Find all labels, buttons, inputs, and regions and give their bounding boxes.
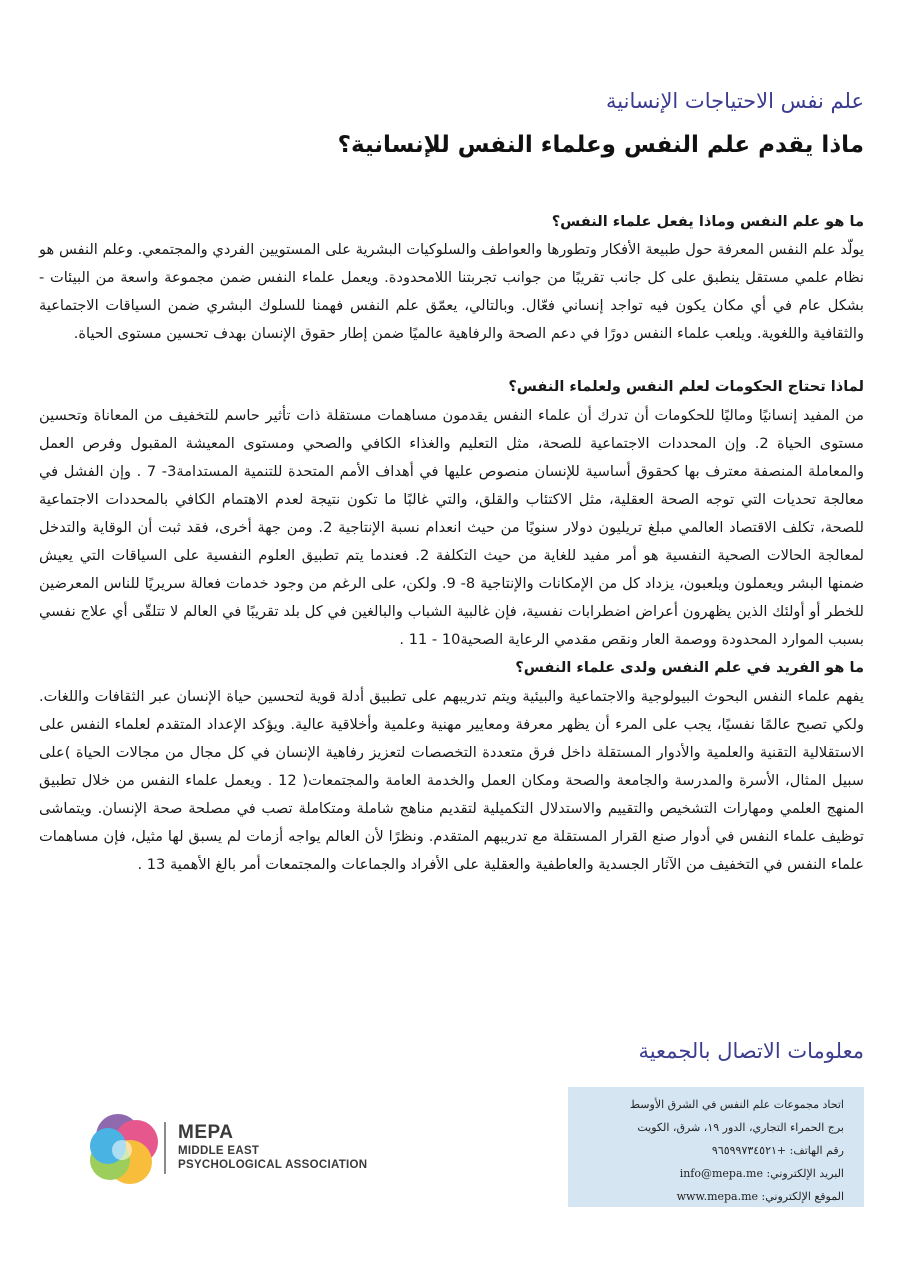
logo-name: MEPA [178, 1122, 234, 1143]
section-paragraph-why-governments: من المفيد إنسانيًا وماليًا للحكومات أن تدرك أن علماء النفس يقدمون مساهمات مستقلة ذات تأثير حاسم للتخفيف من المعاناة وتحسين مستوى الحياة 2. وإن المحددات الاجتماعية للصحة، مثل التعليم والغذاء الكافي والصحي ومستوى المعيشة المقبول وفرص العمل والمعاملة المنصفة معترف بها كحقوق أساسية للإنسان منصوص عليها في أهداف الأمم المتحدة للتنمية المستدامة3- 7 . وإن الفشل في معالجة تحديات التي توجه الصحة العقلية، مثل الاكتئاب والقلق، والتي غالبًا ما تكون نتيجة لعدم الاهتمام الكافي بالمحددات الاجتماعية للصحة، تكلف الاقتصاد العالمي مبلغ تريليون دولار سنويًا من حيث انعدام نسبة الإنتاجية 2. ومن جهة أخرى، فقد ثبت أن الوقاية والتدخل لمعالجة الحالات الصحية النفسية هو أمر مفيد للغاية من حيث التكلفة 2. فعندما يتم تطبيق العلوم النفسية على السياقات التي يعيش ضمنها البشر ويعملون ويلعبون، يزداد كل من الإمكانات والإنتاجية 8- 9. ولكن، على الرغم من وجود خدمات فعالة سريريًا للناس المعرضين للخطر أو أولئك الذين يظهرون أعراض اضطرابات نفسية، فإن غالبية الشباب والبالغين في كل بلد تقريبًا في العالم لا تتلقّى أي علاج نفسي بسبب الموارد المحدودة ووصمة العار ونقص مقدمي الرعاية الصحية10 - 11 . [39, 406, 865, 649]
contact-email[interactable]: البريد الإلكتروني: info@mepa.me [679, 1167, 844, 1180]
document-kicker: علم نفس الاحتياجات الإنسانية [606, 89, 864, 113]
contact-phone: رقم الهاتف: +٩٦٥٩٩٧٣٤٥٢١ [711, 1144, 844, 1157]
logo-text [178, 1122, 367, 1172]
document-title: ماذا يقدم علم النفس وعلماء النفس للإنسانية؟ [337, 132, 864, 158]
contact-organization: اتحاد مجموعات علم النفس في الشرق الأوسط [629, 1098, 844, 1111]
logo-subtitle-line1: MIDDLE EAST [178, 1145, 260, 1157]
body-text [39, 208, 864, 879]
contact-box [568, 1087, 864, 1207]
section-heading-why-governments: لماذا تحتاج الحكومات لعلم النفس ولعلماء النفس؟ [508, 378, 864, 396]
logo-divider [164, 1122, 166, 1174]
contact-website[interactable]: الموقع الإلكتروني: www.mepa.me [676, 1190, 844, 1203]
section-paragraph-what-is-unique: يفهم علماء النفس البحوث البيولوجية والاجتماعية والبيئية ويتم تدريبهم على تطبيق أدلة قوية لتحسين حياة الإنسان عبر الثقافات واللغات. ولكي تصبح عالمًا نفسيًا، يجب على المرء أن يظهر معرفة ومعايير مهنية وعلمية وأخلاقية عالية. ويؤكد الإعداد المتقدم لعلماء النفس على الاستقلالية التقنية والعلمية والأدوار المستقلة داخل فرق متعددة التخصصات لتعزيز رفاهية الإنسان في كل مجال من مجالات الحياة )على سبيل المثال، الأسرة والمدرسة والجامعة والصحة ومكان العمل والخدمة العامة والمجتمعات( 12 . ويعمل علماء النفس من خلال تطبيق المنهج العلمي ومهارات التشخيص والتقييم والاستدلال التكميلية لتقديم مناهج شاملة ومتكاملة تصب في مصلحة صحة الإنسان. ويتماشى توظيف علماء النفس في أدوار صنع القرار المستقلة مع تدريبهم المتقدم. ونظرًا لأن العالم يواجه أزمات لم يسبق لها مثيل، فإن مساهمات علماء النفس في التخفيف من الآثار الجسدية والعاطفية والعقلية على الأفراد والجماعات والمجتمعات أمر بالغ الأهمية 13 . [39, 687, 864, 874]
contact-heading: معلومات الاتصال بالجمعية [638, 1039, 864, 1063]
contact-address: برج الحمراء التجاري، الدور ١٩، شرق، الكويت [637, 1121, 844, 1134]
section-heading-what-is-psychology: ما هو علم النفس وماذا يفعل علماء النفس؟ [551, 213, 864, 230]
section-paragraph-what-is-psychology: يولّد علم النفس المعرفة حول طبيعة الأفكار وتطورها والعواطف والسلوكيات البشرية على المستويين الفردي والمجتمعي. وعلم النفس هو نظام علمي مستقل ينطبق على كل جانب تقريبًا من جوانب تجربتنا اللامحدودة. ويعمل علماء النفس ضمن مجموعة واسعة من البيئات - بشكل عام في أي مكان يكون فيه تواجد إنساني فعّال. وبالتالي، يعمّق علم النفس فهمنا للسلوك البشري ضمن السياقات الاجتماعية والثقافية واللغوية. ويلعب علماء النفس دورًا في دعم الصحة والرفاهية عالميًا ضمن إطار حقوق الإنسان بهدف تحسين مستوى الحياة. [39, 241, 864, 343]
logo-subtitle-line2: PSYCHOLOGICAL ASSOCIATION [178, 1159, 368, 1171]
section-heading-what-is-unique: ما هو الفريد في علم النفس ولدى علماء النفس؟ [515, 659, 864, 677]
